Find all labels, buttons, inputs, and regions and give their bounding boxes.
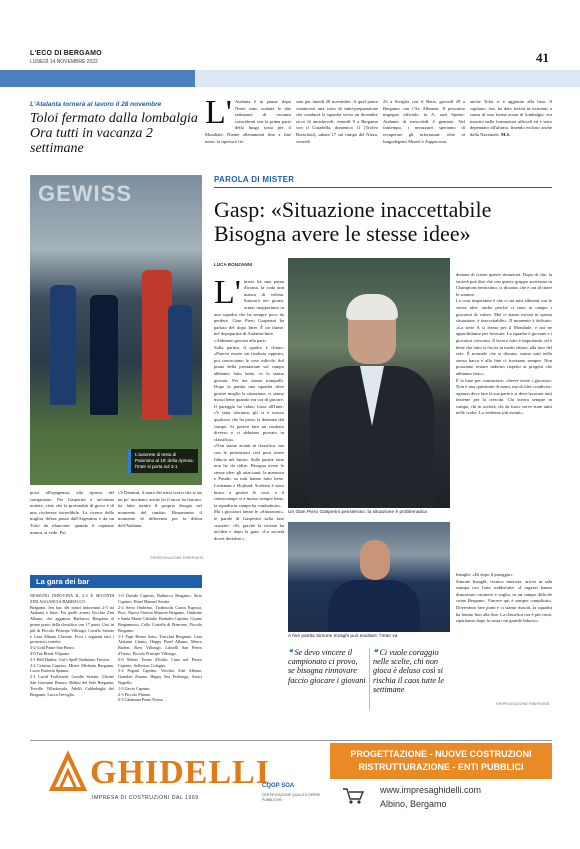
ad-line2: RISTRUTTURAZIONE - ENTI PUBBLICI xyxy=(358,762,524,772)
top-story-col2: sata per lunedì 28 novembre. A quel punto comincerà una sorta di mini-preparazione che condurrà la squadra verso un dicembre ricco di amichevoli: venerdì 9 a Bergamo con il Cittadella, domenica 11 (Trofeo Bortolotti), sabato 17 sul campo del Nizza, venerdì xyxy=(296,99,378,144)
top-story-col3: 23 a Siviglia con il Betis, giovedì 29 a Bergamo con l'Az Alkmaar. Il prossimo impegno ufficiale, in A, sarà Spezia-Atalanta di mercoledì 4 gennaio. Nel frattempo, i nerazzurri speranno di recuperare gli infortunati: oltre ai lungodegenti Muriel e Zappacosta, xyxy=(383,99,465,144)
top-story-col4: anche Toloi si è aggiunto alla lista. Il capitano, ieri, ha dato forfait in extremis a causa di una forma acuta di lombalgia: era inserito nelle formazioni ufficiali ed è stato depennato all'ultimo, finendo escluso anche dalla Nazionale. M.S. xyxy=(470,99,552,137)
credit: ©RIPRODUZIONE RISERVATA xyxy=(150,556,204,560)
gasperini-caption: Un Gian Piero Gasperini pensieroso: la situazione è problematica xyxy=(288,510,427,515)
dropcap: L' xyxy=(214,273,241,311)
issue-date: LUNEDÌ 14 NOVEMBRE 2022 xyxy=(30,59,98,65)
ad-line1: PROGETTAZIONE - NUOVE COSTRUZIONI xyxy=(350,749,532,759)
photo-caption: L'autorete di testa di Palomino al 16' della ripresa: l'Inter si porta sul 3-1 xyxy=(128,449,198,473)
ghidelli-logo-icon xyxy=(44,749,92,797)
gara-col2: 1-0 Davide Caprino, Barbacco Bergamo, Sirio Caprino, Hotel Manuel Seriate. 2-2 Serio Ombrino, Tiraboschi Cazza Esposia, Pico, Nuova Osteria Mastore Bergamo, Ombrino e Santa Maria Calimbe, Barbafin Caprino, Cisano Bergamasco, Cello Costella di Pinerone, Piccolo Bergamo. 1-1 Pape Bruno Sotto, Trucchia Bergamo, Casa Atalanta Cisano, Happy Pinel Albano, Marco Badesi, Rovi Villongo, Luiselli San Pietro d'Orzio, Piccolo Principe Villongo. 0-0 Mister Terme d'Italia, Luna nel Pozzo Caprino, Sollevino Cologno. 5-2 Pogani Caprino, Vecchio Zini Albano, Giandon Zinano, Happy Sea Pedesega, Amici Napollo. 1-3 Gavio Caprino. 2-3 Piccolo Pluono. 0-3 Calamina Ponte Nossa. xyxy=(118,593,202,703)
coach-hair xyxy=(346,294,398,320)
top-story-kicker: L'Atalanta tornerà al lavoro il 28 novembre xyxy=(30,101,162,108)
quote-mark-icon: ❝ xyxy=(288,648,295,657)
divider xyxy=(369,648,370,710)
player-figure xyxy=(168,305,192,415)
top-story-col1: L' Atalanta è in pausa: dopo l'Inter sono scattate le due settimane di vacanza coincidenti con la prima parte della lunga sosta per il Mondiale. Niente allenamenti fino a fine mese: la ripresa è fis- xyxy=(205,99,291,144)
top-story-title: Toloi fermato dalla lombalgia Ora tutti in vacanza 2 settimane xyxy=(30,111,198,156)
coach-body xyxy=(328,580,420,632)
sponsor-board: GEWISS xyxy=(38,181,133,206)
ad-brand: GHIDELLI xyxy=(90,754,270,791)
inzaghi-box: Inzaghi: «Di dopo il pareggio» Simone Inzaghi, tecnico interista, arriva in sala stampa con l'aria soddisfatta: «I ragazzi hanno dimostrato carattere e voglia, in un campo difficile come Bergamo. Vincere qui è sempre complicato. Dovevamo fare punti e ci siamo riusciti, la squadra ha lottato fino alla fine. La classifica ora è più corta, ripartiamo dopo la sosta con grande fiducia». xyxy=(456,572,552,624)
inzaghi-photo xyxy=(288,522,450,632)
main-headline: Gasp: «Situazione inaccettabile Bisogna avere le stesse idee» xyxy=(214,197,492,246)
ad-cert-sub: CERTIFICAZIONE QUALITÀ OPERE PUBBLICHE xyxy=(262,793,321,802)
ad-tagline: IMPRESA DI COSTRUZIONI DAL 1969 xyxy=(92,795,199,801)
left-col1: porsi all'opagemia, alla ripresa del campionato. Per Gasperini è un'ottima notizia, visto che la profondità di gioco è di una ricchezza incredibile. La ricerca della miglior difesa passa dall'Argentina e da un Toloi da rilanciare: quando il capitano manca, si vede. Poi xyxy=(30,490,114,535)
header-band xyxy=(0,70,580,87)
left-col2: c'è Demiral, il muro dei mesi scorsi che si sta un po' incrinato: anche lei il turco ha faticato, ha fatto intuire il proprio disagio nel momento del cambio. Rimarranno il momento di differenza per la difesa dell'Atalanta. xyxy=(118,490,202,528)
coach-face xyxy=(360,540,390,580)
gasperini-photo xyxy=(288,258,450,508)
player-figure xyxy=(50,285,76,405)
section-gara-title: La gara dei bar xyxy=(30,575,202,588)
ad-banner xyxy=(330,743,552,779)
inzaghi-caption: A fine partita Simone Inzaghi può esultare: l'Inter va xyxy=(288,634,398,639)
player-figure xyxy=(90,295,118,415)
newspaper-name: L'ECO DI BERGAMO xyxy=(30,50,102,57)
ad-city: Albino, Bergamo xyxy=(380,799,447,809)
main-col1: L' inizio ha una punta d'ironia, la coda non manca di velena. Sussurrò nei giorni, ormai inopportuna in una squadra che ha sempre poco da perdere. Gian Piero Gasperini ha parlato del dopo Inter. È un fiume, nel dopopartita di Atalanta-Inter. «Abbiamo giocato alla pari» Sulla partita, il quadro è chiaro: «Poteva essere un risultato opposto, poi conosciamo le cose ridicole. Sul piano della prestazione sul campo abbiamo fatto bene, ce la siamo giocata. Per me siamo tranquilli. Dopo la partita una squadra deve gestire meglio la situazione, ci siamo mossi bene quando era ora di giocare. Il pareggio ha ridato forza all'Inter: c'è stata sfortuna, gli si è mosso qualcosa che ha perso la distanza dal campo. Si poteva fare un risultato diverso e ci abbiamo provato in classifica». «Non siamo avanti in classifica, ma con le prestazioni così puoi avere fiducia nel futuro. Sulle partite fatte non ho da ridire. Bisogna avere le stesse idee: gli attaccanti, la manovra e Pasalic su tutti hanno fatto bene. Lookman e Hojlund. Scalvini è stato bravo a gestire le cose, e il centrocampo si è mosso sempre bene, la squadra in campo ha combattuto». Ma i giocatori fanno le «Situazioni», le parole di Gasperini sulla fase cruciale: «Sì, perché la società ha un'idea e dopo la gara: «La società dovrà decidere.» xyxy=(214,273,284,541)
divider xyxy=(214,187,552,188)
main-col3: dizione di creare queste situazioni. Dopo di che, la società può dire che con questo gruppo arriviamo in Champions benissimo, ci diciamo che è ora di tirare le somme. La cosa importante è che ci sia tutti allineati con le stesse idee, anche perché ci sono in campo i giocatori di valore. Mai ci siamo trovati in questa situazione, è inaccettabile». Il momento è delicato: «La serie A si ferma per il Mondiale, e noi ne approfittiamo per lavorare. La squadra è giovane e i giocatori crescono. Il lavoro fatto è importante, ed è bene che tutto si faccia in modo chiaro, alla luce del sole. È normale che si discuta, siamo tutti nella stessa barca e alla fine ci troviamo sempre. Non possiamo restare indietro rispetto ai progetti che abbiamo fatto». È la base per cominciare: «Serve avere i giocatori. Non è una questione di nomi, ma di idee condivise: ognuno deve fare la sua parte e si deve lavorare tutti insieme per la crescita. Chi lavora sempre in campo, chi in società, chi da fuori: serve stare uniti nelle scelte. Lo vedremo più avanti». xyxy=(456,272,552,416)
pull-quote-2: ❝ Ci vuole coraggio nelle scelte, chi non gioca è deluso così si rischia il caos tutte le settimane xyxy=(373,648,444,694)
byline: LUCA BONZANNI xyxy=(214,262,253,267)
main-col2-tail xyxy=(214,642,284,734)
cart-icon xyxy=(342,787,364,805)
credit: ©RIPRODUZIONE RISERVATA xyxy=(496,702,550,706)
page-number: 41 xyxy=(536,50,549,65)
ad-website[interactable]: www.impresaghidelli.com xyxy=(380,785,482,795)
match-photo xyxy=(30,175,202,485)
section-label: PAROLA DI MISTER xyxy=(214,175,295,184)
advertisement[interactable] xyxy=(30,740,552,818)
ad-cert: CQOP SOA xyxy=(262,783,295,789)
dropcap: L' xyxy=(205,99,232,131)
pull-quote-1: ❝ Se devo vincere il campionato ci provo, se bisogna rinnovare faccio giocare i giovani xyxy=(288,648,366,685)
gara-col1: NESSUNO INDOVINA IL 2-3 E SECONDI ZINI AGGANCIA BARBACCO Bergamo. Ieri bar, dei nostri indovinati 2-3 tra Atalanta e Inter. Fra quelli avanti Vecchio Zini Albano, che aggancia Barbacco Bergamo al primo posto della classifica con 17 punti. Uno in più di Piccolo Principe Villongo, Corallo Seriate e Casa Albano Clusone. Ecco i seguenti tutti i pronostici corretti: 3-2 Gold Pante San Pietro. 4-0 Tea Break Vilpiano. 3-1 Hall Harbor, Giri's Spell Ombriano Treviso. 3-2 Cristina Caprino, Mister Michetta Bergamo, Lucio Fonteria Spanno. 2-1 Lucid Trafficanti, Corallo Seriate, Glicine San Giovanni Bianco, Bellini del Sole Bergamo, Treville Villadossola, Adelfi Calderbaghi del Bergamo, Lucca Treviglio. xyxy=(30,593,114,697)
quote-mark-icon: ❝ xyxy=(373,648,380,657)
header-band-accent xyxy=(0,70,195,87)
